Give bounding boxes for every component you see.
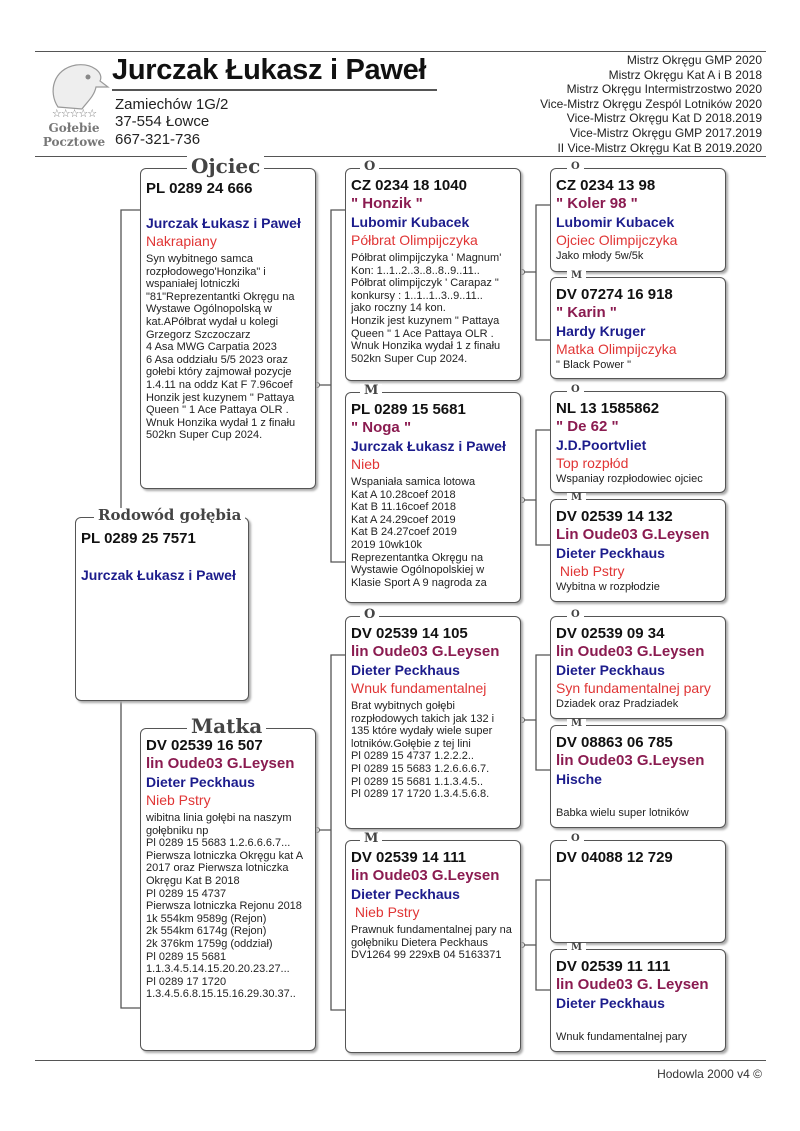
ancestor-box-mfm[interactable]: [550, 718, 726, 828]
sex-label: O: [567, 385, 584, 395]
phone: 667-321-736: [115, 131, 201, 148]
pigeon-name: lin Oude03 G. Leysen: [556, 976, 709, 993]
notes: Wspaniała samica lotowa Kat A 10.28coef 2018 Kat B 11.16coef 2018 Kat A 24.29coef 2019 Kat B 24.27coef 2019 2019 10wk10k Reprezentantka Okręgu na Wystawie Ogólnopolskiej w Klasie Sport A 9 nagroda za: [351, 476, 487, 589]
pigeon-name: Lin Oude03 G.Leysen: [556, 526, 710, 543]
color: Syn fundamentalnej pary: [556, 680, 711, 696]
ring-number: DV 02539 16 507: [146, 737, 263, 754]
sex-label: M: [360, 384, 382, 397]
father-label: Ojciec: [187, 156, 264, 176]
ring-number: PL 0289 15 5681: [351, 401, 466, 418]
maternal-grandmother-box[interactable]: [345, 831, 521, 1053]
notes: Półbrat olimpijczyka ' Magnum' Kon: 1..1..2..3..8..8..9..11.. Półbrat olimpijczyk ' Carapaz " konkursy : 1..1..1..3..9..11.. jako roczny 14 kon. Honzik jest kuzynem " Pattaya Queen " 1 Ace Pattaya OLR . Wnuk Honzika wydał 1 z finału 502kn Super Cup 2024.: [351, 252, 502, 365]
paternal-grandfather-box[interactable]: [345, 159, 521, 381]
achievement: Vice-Mistrz Okręgu GMP 2017.2019: [569, 125, 762, 140]
breeder: Dieter Peckhaus: [556, 995, 665, 1011]
logo-stars: ☆☆☆☆☆: [51, 108, 97, 120]
sex-label: O: [567, 834, 584, 844]
notes: wibitna linia gołębi na naszym gołębniku np Pl 0289 15 5683 1.2.6.6.6.7... Pierwsza lotniczka Okręgu kat A 2017 oraz Pierwsza lotniczka Okręgu Kat B 2018 Pl 0289 15 4737 Pierwsza lotniczka Rejonu 2018 1k 554km 9589g (Rejon) 2k 554km 6174g (Rejon) 2k 376km 1759g (oddział) Pl 0289 15 5681 1.1.3.4.5.14.15.20.20.23.27... Pl 0289 17 1720 1.3.4.5.6.8.15.15.16.29.30.37..: [146, 812, 303, 1001]
pigeon-name: lin Oude03 G.Leysen: [146, 755, 295, 772]
address-city: 37-554 Łowce: [115, 113, 210, 130]
father-box[interactable]: [140, 154, 316, 489]
pigeon-name: " Noga ": [351, 419, 412, 436]
color: Top rozpłód: [556, 455, 629, 471]
pigeon-name: " Koler 98 ": [556, 195, 638, 212]
achievement: Vice-Mistrz Okręgu Kat D 2018.2019: [566, 111, 762, 126]
color: Wnuk fundamentalnej: [351, 680, 487, 696]
notes: Syn wybitnego samca rozpłodowego'Honzika" i wspaniałej lotniczki "81"Reprezentantki Okręgu na Wystawe Ogólnopolską w kat.APółbrat wydał u kolegi Grzegorz Szczoczarz 4 Asa MWG Carpatia 2023 6 Asa oddziału 5/5 2023 oraz gołebi który zajmował pozycje 1.4.11 na oddz Kat F 7.96coef Honzik jest kuzynem " Pattaya Queen " 1 Ace Pattaya OLR . Wnuk Honzika wydał 1 z finału 502kn Super Cup 2024.: [146, 253, 296, 442]
achievement: Mistrz Okręgu Kat A i B 2018: [608, 67, 762, 82]
notes: Wybitna w rozpłodzie: [556, 581, 660, 593]
ancestor-box-fmm[interactable]: [550, 492, 726, 602]
color: Nakrapiany: [146, 233, 217, 249]
breeder: Hische: [556, 771, 602, 787]
ancestor-box-fmf[interactable]: [550, 384, 726, 493]
breeder: Jurczak Łukasz i Paweł: [351, 438, 506, 454]
achievement: Mistrz Okręgu GMP 2020: [626, 53, 762, 67]
color: Nieb Pstry: [146, 792, 211, 808]
pigeon-name: " De 62 ": [556, 418, 619, 435]
notes: Babka wielu super lotników: [556, 807, 689, 819]
sex-label: M: [567, 943, 586, 953]
sex-label: M: [567, 493, 586, 503]
breeder: Dieter Peckhaus: [351, 886, 460, 902]
ancestor-box-mmm[interactable]: [550, 942, 726, 1052]
breeder: J.D.Poortvliet: [556, 437, 647, 453]
ring-number: DV 02539 11 111: [556, 958, 671, 975]
ring-number: DV 02539 14 132: [556, 508, 673, 525]
sex-label: O: [360, 160, 379, 173]
ring-number: CZ 0234 18 1040: [351, 177, 467, 194]
logo-text: Pocztowe: [42, 135, 106, 149]
maternal-grandfather-box[interactable]: [345, 607, 521, 829]
pigeon-name: lin Oude03 G.Leysen: [556, 752, 705, 769]
breeder: Lubomir Kubacek: [556, 214, 675, 230]
mother-box[interactable]: [140, 714, 316, 1051]
ring-number: PL 0289 25 7571: [81, 530, 196, 547]
mother-label: Matka: [187, 716, 266, 736]
color: Półbrat Olimpijczyka: [351, 232, 478, 248]
pigeon-name: " Honzik ": [351, 195, 423, 212]
color: Nieb Pstry: [351, 904, 420, 920]
ring-number: PL 0289 24 666: [146, 180, 253, 197]
pigeon-name: lin Oude03 G.Leysen: [351, 643, 500, 660]
notes: Dziadek oraz Pradziadek: [556, 698, 679, 710]
pigeon-name: lin Oude03 G.Leysen: [556, 643, 705, 660]
ring-number: DV 07274 16 918: [556, 286, 673, 303]
ring-number: DV 08863 06 785: [556, 734, 673, 751]
color: Nieb Pstry: [556, 563, 625, 579]
color: Ojciec Olimpijczyka: [556, 232, 678, 248]
ring-number: DV 02539 14 105: [351, 625, 468, 642]
breeder: Lubomir Kubacek: [351, 214, 470, 230]
ring-number: DV 02539 14 111: [351, 849, 467, 866]
address-street: Zamiechów 1G/2: [115, 96, 229, 113]
ancestor-box-fff[interactable]: [550, 161, 726, 272]
pigeon-label: Rodowód gołębia: [94, 508, 245, 523]
achievement: II Vice-Mistrz Okręgu Kat B 2019.2020: [557, 140, 762, 155]
achievement: Mistrz Okręgu Intermistrzostwo 2020: [566, 82, 762, 97]
breeder: Hardy Kruger: [556, 323, 646, 339]
breeder: Jurczak Łukasz i Paweł: [146, 215, 301, 231]
ancestor-box-ffm[interactable]: [550, 270, 726, 379]
color: Matka Olimpijczyka: [556, 341, 677, 357]
sex-label: O: [567, 162, 584, 172]
pigeon-name: lin Oude03 G.Leysen: [351, 867, 500, 884]
achievement: Vice-Mistrz Okręgu Zespól Lotników 2020: [540, 96, 762, 111]
breeder: Dieter Peckhaus: [556, 545, 665, 561]
breeder: Dieter Peckhaus: [556, 662, 665, 678]
breeder: Dieter Peckhaus: [146, 774, 255, 790]
notes: Prawnuk fundamentalnej pary na gołębniku Dietera Peckhaus DV1264 99 229xB 04 5163371: [351, 924, 512, 962]
breeder: Dieter Peckhaus: [351, 662, 460, 678]
ancestor-box-mmf[interactable]: [550, 833, 726, 943]
sex-label: M: [567, 719, 586, 729]
notes: " Black Power ": [556, 359, 632, 371]
notes: Wspaniay rozpłodowiec ojciec: [556, 473, 703, 485]
ring-number: DV 02539 09 34: [556, 625, 665, 642]
breeder: Jurczak Łukasz i Paweł: [81, 567, 236, 583]
notes: Jako młody 5w/5k: [556, 250, 644, 262]
paternal-grandmother-box[interactable]: [345, 383, 521, 603]
pigeon-box[interactable]: [75, 506, 249, 701]
sex-label: O: [360, 608, 379, 621]
color: Nieb: [351, 456, 380, 472]
ring-number: DV 04088 12 729: [556, 849, 673, 866]
breeder-title: Jurczak Łukasz i Paweł: [112, 54, 437, 91]
pigeon-name: " Karin ": [556, 304, 617, 321]
notes: Brat wybitnych gołębi rozpłodowych takich jak 132 i 135 które wydały wiele super lotników.Gołębie z tej lini Pl 0289 15 4737 1.2.2.2.. Pl 0289 15 5683 1.2.6.6.6.7. Pl 0289 15 5681 1.1.3.4.5.. Pl 0289 17 1720 1.3.4.5.6.8.: [351, 700, 495, 801]
sex-label: M: [360, 832, 382, 845]
sex-label: O: [567, 610, 584, 620]
sex-label: M: [567, 271, 586, 281]
footer-credit: Hodowla 2000 v4 ©: [657, 1067, 762, 1081]
notes: Wnuk fundamentalnej pary: [556, 1031, 687, 1043]
ring-number: CZ 0234 13 98: [556, 177, 656, 194]
logo-text: Gołebie: [48, 121, 100, 135]
ancestor-box-mff[interactable]: [550, 609, 726, 719]
ring-number: NL 13 1585862: [556, 400, 660, 417]
